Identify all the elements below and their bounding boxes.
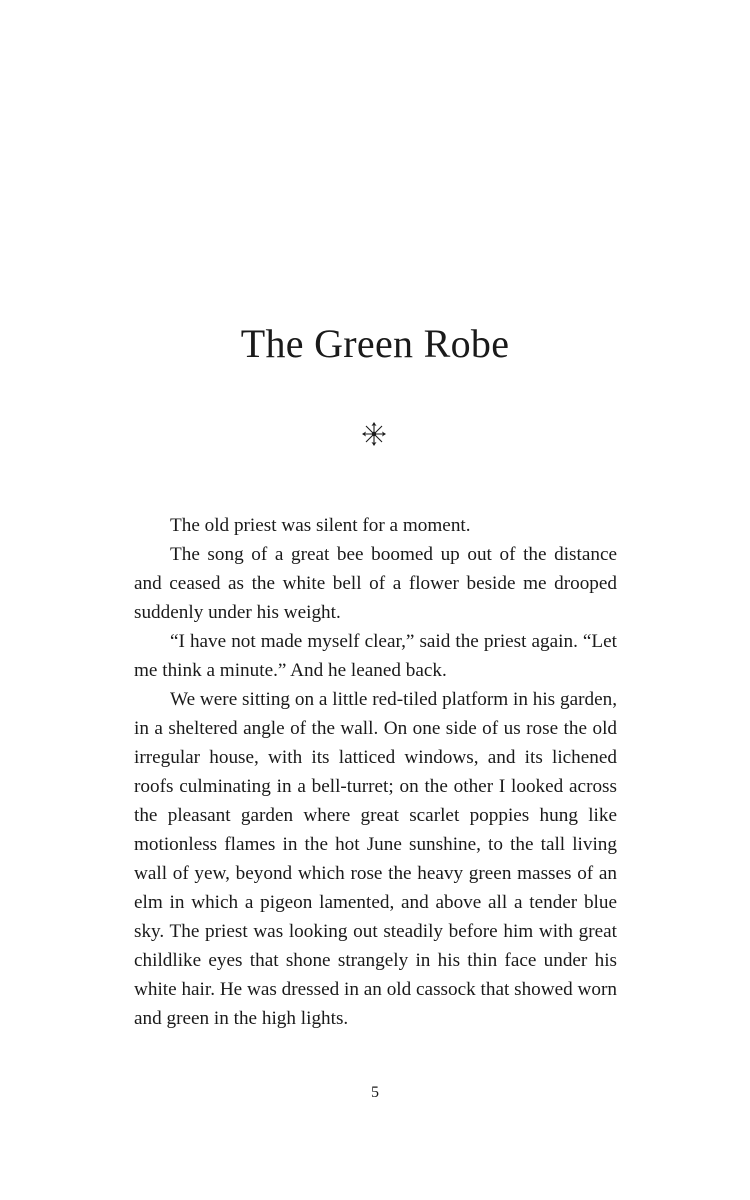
paragraph: We were sitting on a little red-tiled platform in his garden, in a sheltered angle of the wall. On one side of us rose the old irregular house, with its latticed windows, and its lichened roofs culminating in a bell-turret; on the other I looked across the pleasant garden where great scarlet poppies hung like motionless flames in the hot June sunshine, to the tall living wall of yew, beyond which rose the heavy green masses of an elm in which a pigeon lamented, and above all a tender blue sky. The priest was looking out steadily before him with great childlike eyes that shone strangely in his thin face under his white hair. He was dressed in an old cassock that showed worn and green in the high lights. [134,689,617,1029]
fleuron-ornament-icon [360,420,388,448]
paragraph: “I have not made myself clear,” said the priest again. “Let me think a minute.” And he leaned back. [134,631,617,681]
chapter-title: The Green Robe [240,321,510,366]
chapter-body [134,511,617,1033]
paragraph: The old priest was silent for a moment. [170,515,471,536]
paragraph: The song of a great bee boomed up out of the distance and ceased as the white bell of a flower beside me drooped suddenly under his weight. [134,544,617,623]
page-number: 5 [371,1084,379,1101]
